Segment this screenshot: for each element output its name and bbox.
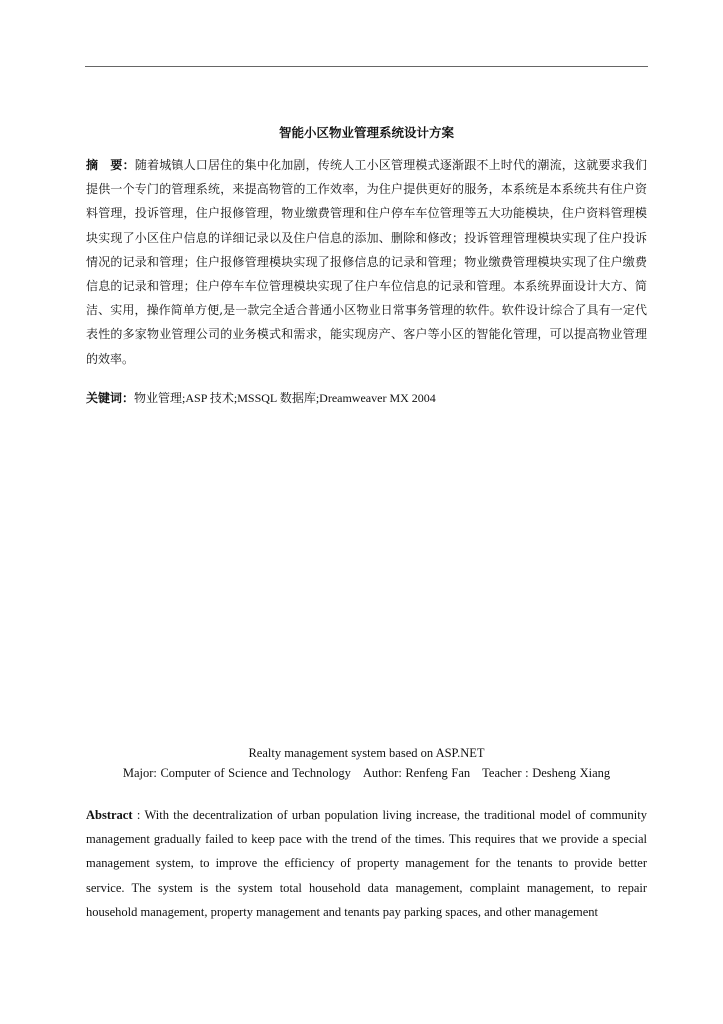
english-abstract-label: Abstract bbox=[86, 808, 133, 822]
chinese-keywords bbox=[86, 389, 647, 406]
english-teacher: Teacher : Desheng Xiang bbox=[482, 766, 611, 780]
english-author: Author: Renfeng Fan bbox=[362, 766, 471, 780]
chinese-keywords-text: 物业管理;ASP 技术;MSSQL 数据库;Dreamweaver MX 2004 bbox=[134, 391, 436, 405]
english-abstract-text: : With the decentralization of urban population living increase, the traditional model of community management gradually failed to keep pace with the trend of the times. This requires that we provide a special management system, to improve the efficiency of property management for the tenants to provide better service. The system is the system total household data management, complaint management, to repair household management, property management and tenants pay parking spaces, and other management bbox=[86, 808, 647, 919]
english-author-line bbox=[86, 766, 647, 781]
english-title: Realty management system based on ASP.NET bbox=[248, 746, 485, 760]
english-abstract bbox=[86, 803, 647, 924]
chinese-abstract-text: 随着城镇人口居住的集中化加剧，传统人工小区管理模式逐渐跟不上时代的潮流，这就要求我们提供一个专门的管理系统，来提高物管的工作效率，为住户提供更好的服务，本系统是本系统共有住户资料管理，投诉管理，住户报修管理，物业缴费管理和住户停车车位管理等五大功能模块，住户资料管理模块实现了小区住户信息的详细记录以及住户信息的添加、删除和修改；投诉管理管理模块实现了住户投诉情况的记录和管理；住户报修管理模块实现了报修信息的记录和管理；物业缴费管理模块实现了住户缴费信息的记录和管理；住户停车车位管理模块实现了住户车位信息的记录和管理。本系统界面设计大方、简洁、实用，操作简单方便,是一款完全适合普通小区物业日常事务管理的软件。软件设计综合了具有一定代表性的多家物业管理公司的业务模式和需求，能实现房产、客户等小区的智能化管理，可以提高物业管理的效率。 bbox=[86, 158, 647, 366]
chinese-abstract bbox=[86, 153, 647, 371]
english-major: Major: Computer of Science and Technology bbox=[122, 766, 351, 780]
chinese-abstract-label: 摘 要： bbox=[86, 158, 135, 172]
chinese-title: 智能小区物业管理系统设计方案 bbox=[278, 125, 454, 140]
chinese-keywords-label: 关键词： bbox=[86, 391, 135, 405]
header-rule bbox=[85, 66, 648, 67]
